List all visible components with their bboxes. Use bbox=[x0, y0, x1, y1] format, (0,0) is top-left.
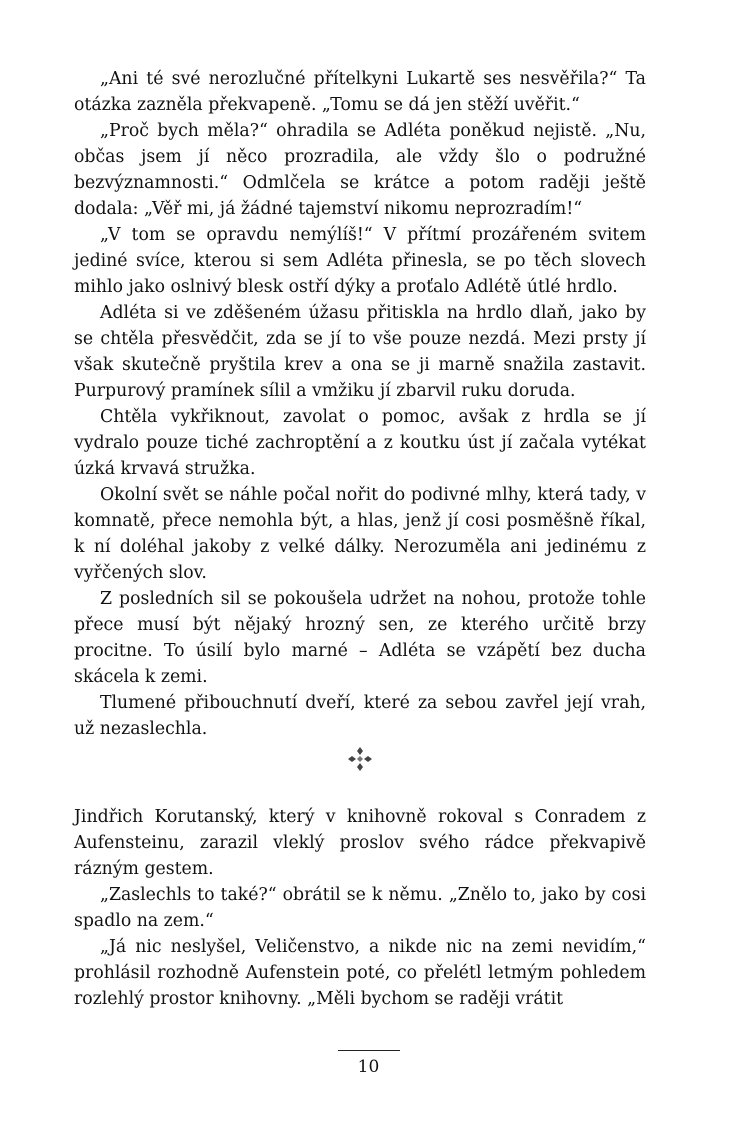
footer-divider bbox=[338, 1050, 400, 1051]
paragraph: „Já nic neslyšel, Veličenstvo, a nikde nic na zemi nevidím,“ prohlásil rozhodně Aufenstein poté, co přelétl letmým pohledem rozlehlý prostor knihovny. „Měli bychom se raději vrátit bbox=[74, 937, 646, 1009]
paragraph: Tlumené přibouchnutí dveří, které za sebou zavřel její vrah, už nezaslechla. bbox=[74, 693, 646, 739]
paragraph: „Zaslechls to také?“ obrátil se k němu. „Znělo to, jako by cosi spadlo na zem.“ bbox=[74, 885, 646, 931]
paragraph: Chtěla vykřiknout, zavolat o pomoc, avšak z hrdla se jí vydralo pouze tiché zachroptění a z koutku úst jí začala vytékat úzká krvavá stružka. bbox=[74, 407, 646, 479]
four-diamond-ornament-icon bbox=[347, 746, 373, 772]
paragraph: Okolní svět se náhle počal nořit do podivné mlhy, která tady, v komnatě, přece nemohla být, a hlas, jenž jí cosi posměšně říkal, k ní doléhal jakoby z velké dálky. Nerozuměla ani jedinému z vyřčených slov. bbox=[74, 485, 646, 583]
paragraph: „Ani té své nerozlučné přítelkyni Lukartě ses nesvěřila?“ Ta otázka zazněla překvapeně. „Tomu se dá jen stěží uvěřit.“ bbox=[74, 69, 646, 115]
section-break bbox=[74, 742, 646, 794]
page-body bbox=[74, 66, 646, 1012]
paragraph: Jindřich Korutanský, který v knihovně rokoval s Conradem z Aufensteinu, zarazil vleklý proslov svého rádce překvapivě rázným gestem. bbox=[74, 807, 646, 879]
paragraph: Z posledních sil se pokoušela udržet na nohou, protože tohle přece musí být nějaký hrozný sen, ze kterého určitě brzy procitne. To úsilí bylo marné – Adléta se vzápětí bez ducha skácela k zemi. bbox=[74, 589, 646, 687]
paragraph: „V tom se opravdu nemýlíš!“ V přítmí prozářeném svitem jediné svíce, kterou si sem Adléta přinesla, se po těch slovech mihlo jako oslnivý blesk ostří dýky a proťalo Adlétě útlé hrdlo. bbox=[74, 225, 646, 297]
page-footer bbox=[0, 1050, 737, 1077]
paragraph: „Proč bych měla?“ ohradila se Adléta poněkud nejistě. „Nu, občas jsem jí něco prozradila, ale vždy šlo o podružné bezvýznamnosti.“ Odmlčela se krátce a potom raději ještě dodala: „Věř mi, já žádné tajemství nikomu neprozradím!“ bbox=[74, 121, 646, 219]
paragraph: Adléta si ve zděšeném úžasu přitiskla na hrdlo dlaň, jako by se chtěla přesvědčit, zda se jí to vše pouze nezdá. Mezi prsty jí však skutečně pryštila krev a ona se ji marně snažila zastavit. Purpurový pramínek sílil a vmžiku jí zbarvil ruku doruda. bbox=[74, 303, 646, 401]
page-number: 10 bbox=[357, 1057, 380, 1077]
